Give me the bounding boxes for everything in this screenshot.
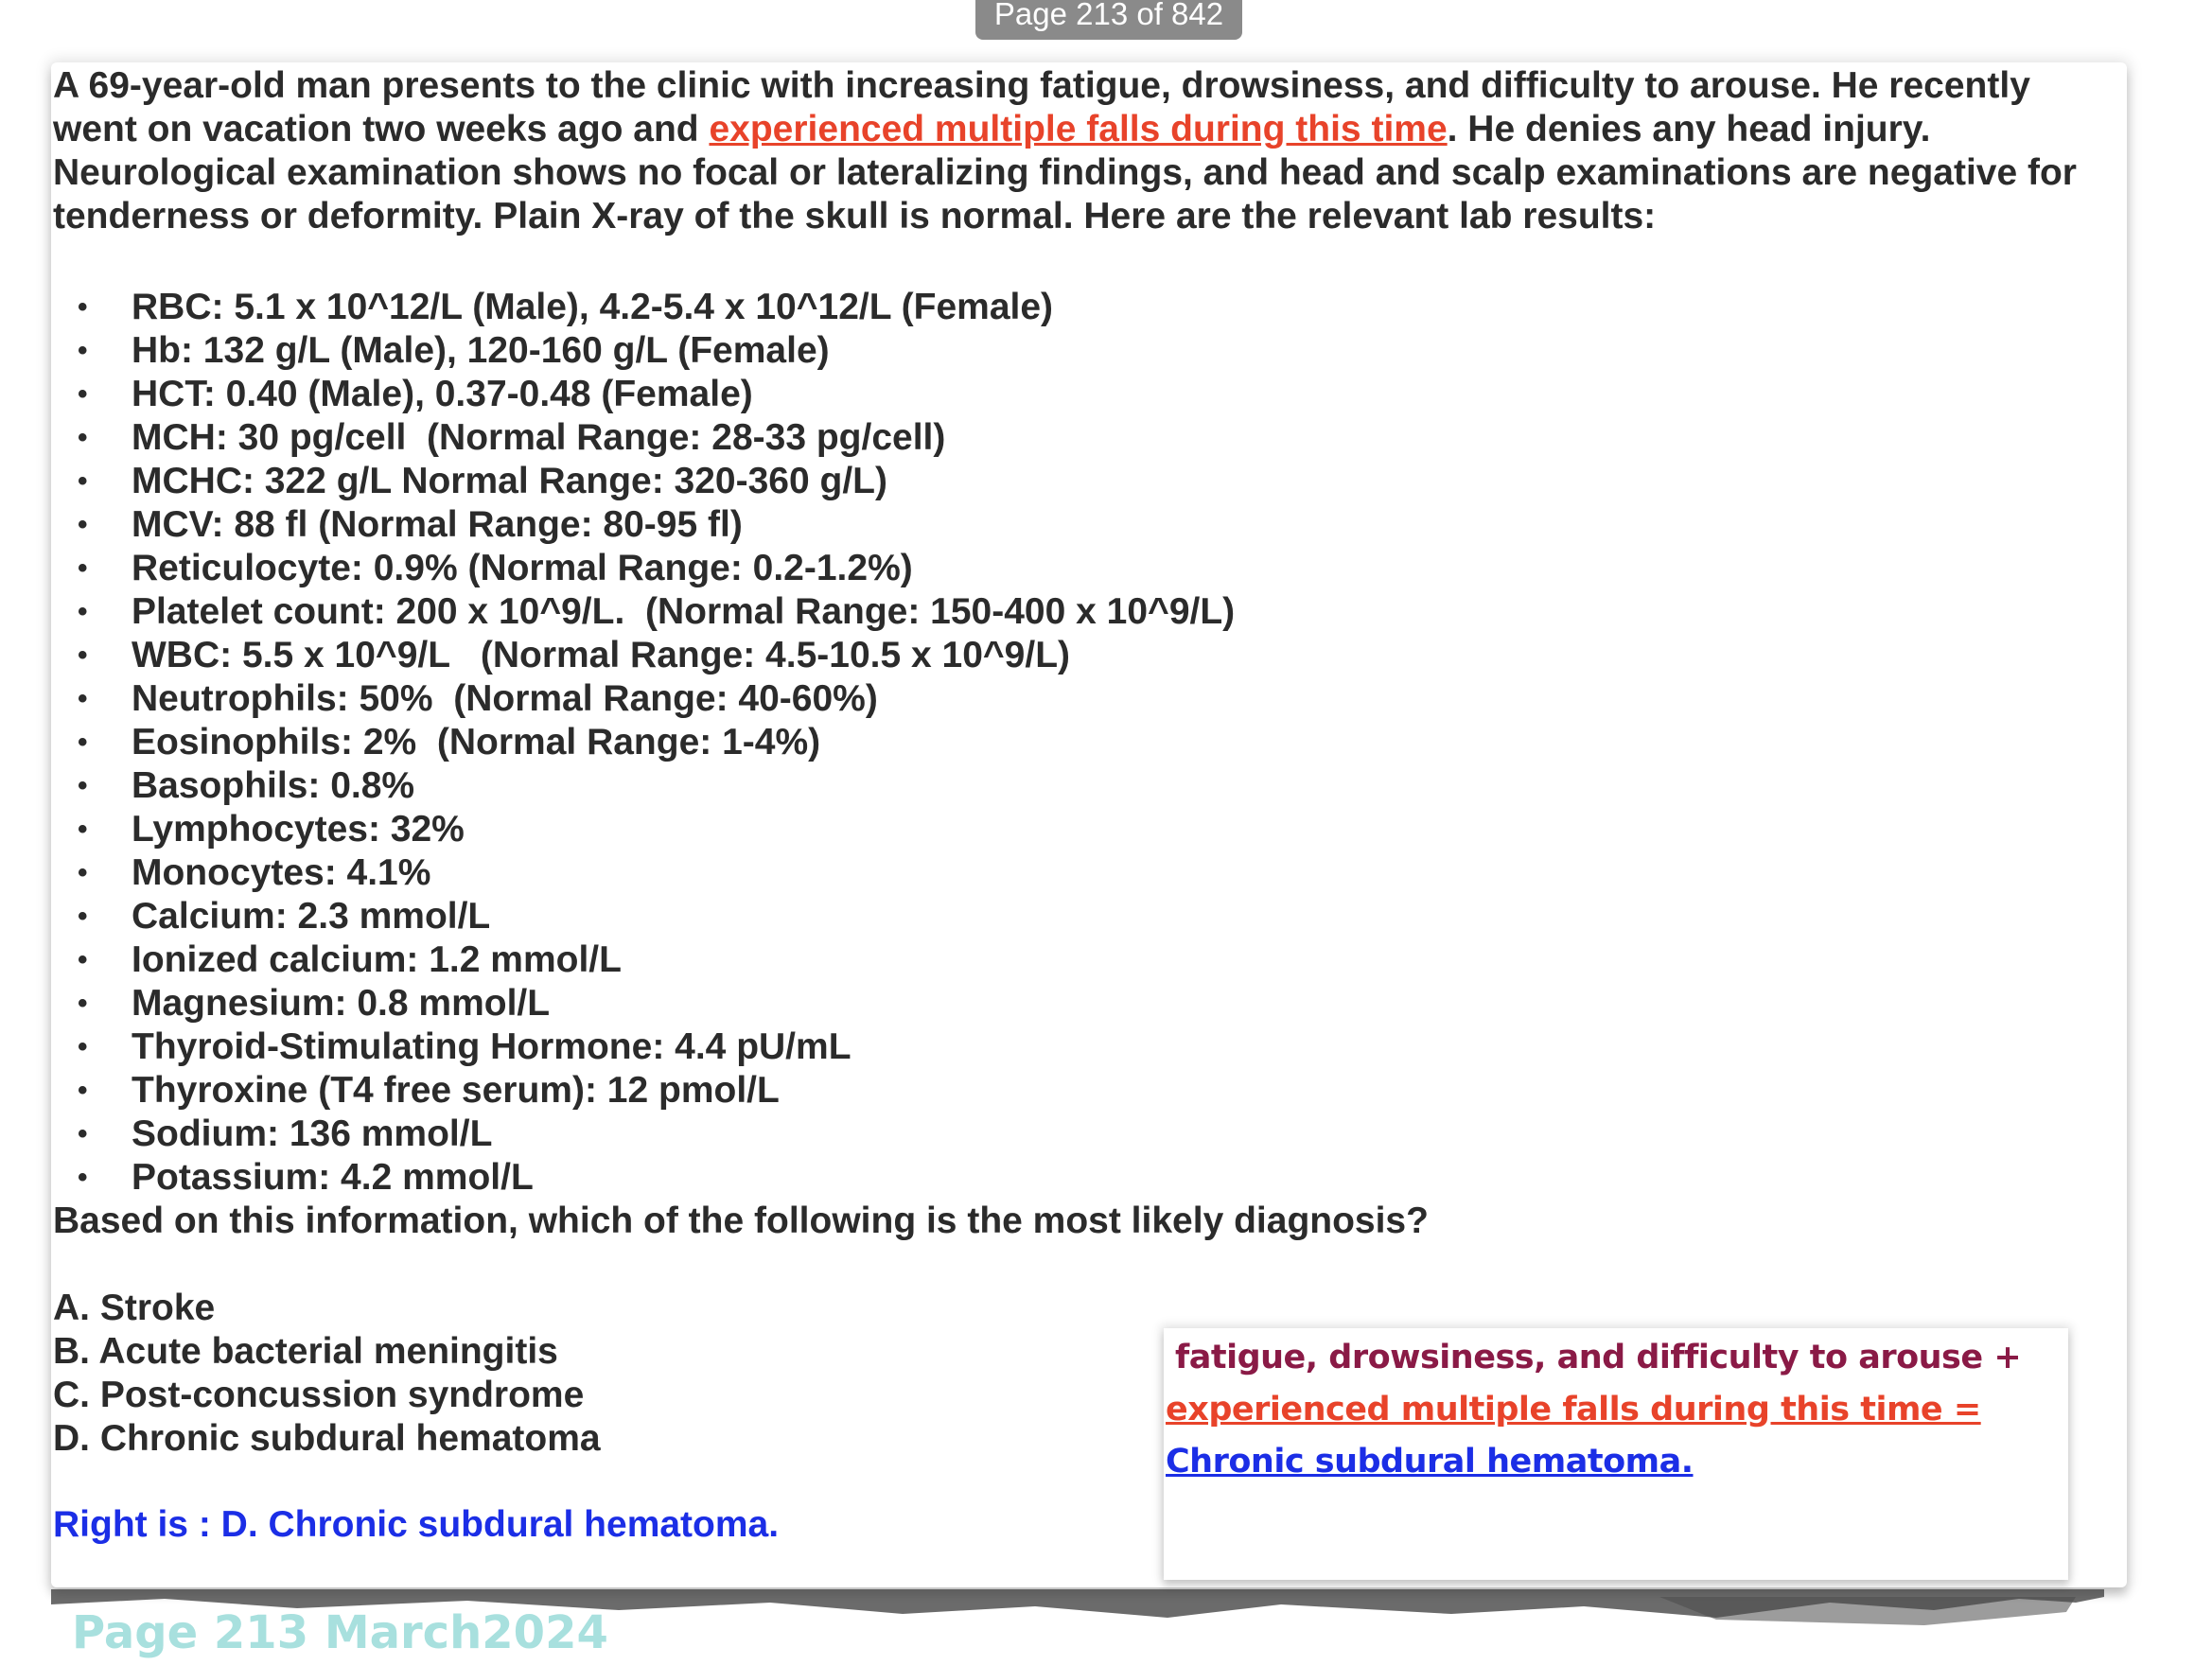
bullet-icon: • [78,770,88,801]
answer-option: A. Stroke [53,1288,216,1328]
lab-result-text: Thyroid-Stimulating Hormone: 4.4 pU/mL [132,1026,851,1067]
lab-result-item [53,460,1235,503]
lab-result-text: Lymphocytes: 32% [132,809,465,850]
bullet-icon: • [78,1075,88,1106]
lab-result-item [53,1113,1235,1156]
page-watermark: Page 213 March2024 [72,1606,608,1659]
lab-result-item [53,503,1235,547]
bullet-icon: • [78,378,88,410]
lab-result-item [53,982,1235,1025]
bullet-icon: • [78,509,88,540]
question-highlight: experienced multiple falls during this time [709,109,1448,149]
lab-result-text: WBC: 5.5 x 10^9/L (Normal Range: 4.5-10.5 x 10^9/L) [132,635,1071,675]
lab-result-text: MCH: 30 pg/cell (Normal Range: 28-33 pg/cell) [132,417,946,458]
bullet-icon: • [78,1162,88,1193]
answer-option: D. Chronic subdural hematoma [53,1418,601,1459]
lab-result-text: Hb: 132 g/L (Male), 120-160 g/L (Female) [132,330,830,371]
explanation-note-text [1166,1332,2064,1488]
bullet-icon: • [78,857,88,888]
correct-answer: Right is : D. Chronic subdural hematoma. [53,1504,780,1545]
lab-result-item [53,373,1235,416]
bullet-icon: • [78,988,88,1019]
bullet-icon: • [78,1031,88,1062]
bullet-icon: • [78,291,88,323]
lab-result-text: MCHC: 322 g/L Normal Range: 320-360 g/L) [132,461,887,501]
lab-result-text: Potassium: 4.2 mmol/L [132,1157,534,1198]
bullet-icon: • [78,422,88,453]
lab-result-text: Eosinophils: 2% (Normal Range: 1-4%) [132,722,821,762]
page-indicator: Page 213 of 842 [975,0,1242,40]
note-symptoms: fatigue, drowsiness, and difficulty to arouse + [1175,1339,2022,1376]
lab-result-text: Magnesium: 0.8 mmol/L [132,983,551,1024]
bullet-icon: • [78,727,88,758]
lab-result-item [53,416,1235,460]
lab-results-list [53,286,1235,1200]
lab-result-item [53,547,1235,590]
lab-result-text: Ionized calcium: 1.2 mmol/L [132,939,622,980]
lab-result-item [53,851,1235,895]
answer-option: B. Acute bacterial meningitis [53,1331,558,1372]
lab-result-text: Monocytes: 4.1% [132,852,431,893]
lab-result-item [53,286,1235,329]
lab-result-text: RBC: 5.1 x 10^12/L (Male), 4.2-5.4 x 10^12/L (Female) [132,287,1054,327]
question-text-part1: A 69-year-old man presents to the clinic with increasing fatigue, drowsiness, and difficulty to arouse. He recently went on vacation two weeks ago and [53,65,2030,149]
lab-result-item [53,808,1235,851]
bullet-icon: • [78,814,88,845]
question-text-part2: . He denies any head injury. Neurological examination shows no focal or lateralizing findings, and head and scalp examinations are negative for tenderness or deformity. Plain X-ray of the skull is normal. Here are the relevant lab results: [53,109,2077,237]
lab-result-text: Reticulocyte: 0.9% (Normal Range: 0.2-1.2%) [132,548,913,588]
lab-result-item [53,1156,1235,1200]
bullet-icon: • [78,596,88,627]
bullet-icon: • [78,901,88,932]
lab-result-text: Neutrophils: 50% (Normal Range: 40-60%) [132,678,878,719]
bullet-icon: • [78,552,88,584]
lab-result-item [53,1025,1235,1069]
bullet-icon: • [78,640,88,671]
answer-option: C. Post-concussion syndrome [53,1375,585,1415]
lab-result-item [53,938,1235,982]
lab-result-item [53,895,1235,938]
bullet-icon: • [78,944,88,975]
lab-result-text: MCV: 88 fl (Normal Range: 80-95 fl) [132,504,743,545]
bullet-icon: • [78,465,88,497]
lab-result-item [53,1069,1235,1113]
lab-result-item [53,634,1235,677]
lab-result-text: Thyroxine (T4 free serum): 12 pmol/L [132,1070,780,1111]
lab-result-text: Sodium: 136 mmol/L [132,1113,493,1154]
note-diagnosis: Chronic subdural hematoma. [1166,1443,1694,1481]
lab-result-text: Calcium: 2.3 mmol/L [132,896,491,937]
bullet-icon: • [78,683,88,714]
lab-result-text: HCT: 0.40 (Male), 0.37-0.48 (Female) [132,374,753,414]
lab-result-text: Platelet count: 200 x 10^9/L. (Normal Range: 150-400 x 10^9/L) [132,591,1236,632]
lab-result-item [53,721,1235,764]
answer-options [53,1287,601,1461]
lab-result-item [53,764,1235,808]
bullet-icon: • [78,1118,88,1149]
lab-result-item [53,677,1235,721]
note-falls: experienced multiple falls during this time = [1166,1391,1981,1428]
lab-result-text: Basophils: 0.8% [132,765,415,806]
question-stem [53,64,2115,238]
lab-result-item [53,329,1235,373]
question-prompt: Based on this information, which of the following is the most likely diagnosis? [53,1201,1429,1241]
lab-result-item [53,590,1235,634]
bullet-icon: • [78,335,88,366]
